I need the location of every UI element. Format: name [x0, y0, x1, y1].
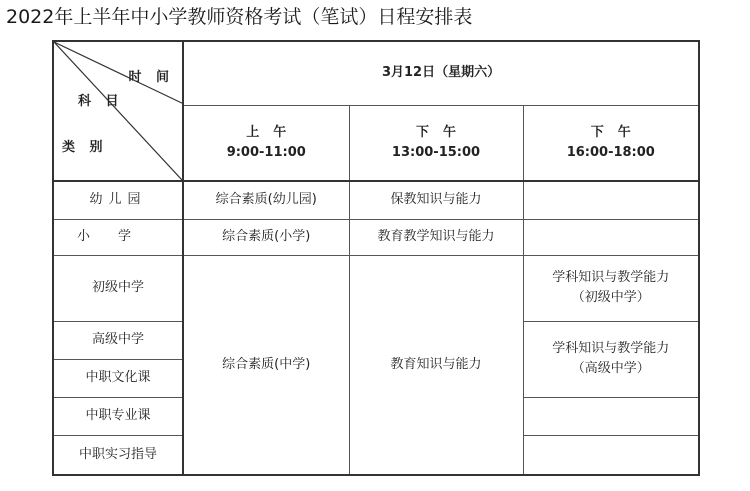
subject-line: （初级中学） — [571, 290, 650, 305]
subject-primary-afternoon-1: 教育教学知识与能力 — [349, 219, 523, 255]
diagonal-header-cell — [53, 41, 183, 181]
subject-axis-label: 科 目 — [78, 94, 124, 109]
subject-kindergarten-afternoon-2 — [523, 181, 699, 219]
period-name: 下午 — [590, 124, 645, 140]
period-header-afternoon-2 — [523, 105, 699, 181]
subject-line: （高级中学） — [571, 361, 650, 376]
exam-date-header: 3月12日（星期六） — [183, 41, 699, 105]
subject-junior-middle-afternoon-2 — [523, 255, 699, 321]
subject-primary-afternoon-2 — [523, 219, 699, 255]
subject-vocational-professional-afternoon-2 — [523, 397, 699, 435]
subject-secondary-afternoon-1: 教育知识与能力 — [349, 255, 523, 475]
category-kindergarten: 幼儿园 — [53, 181, 183, 219]
category-vocational-culture: 中职文化课 — [53, 359, 183, 397]
period-name: 下午 — [415, 124, 470, 140]
period-time: 16:00-18:00 — [566, 144, 655, 160]
category-primary: 小学 — [53, 219, 183, 255]
subject-line: 学科知识与教学能力 — [552, 270, 670, 285]
time-axis-label: 时 间 — [128, 70, 174, 85]
exam-schedule-table — [52, 40, 700, 476]
period-header-morning — [183, 105, 349, 181]
table-row — [53, 219, 699, 255]
subject-senior-middle-afternoon-2 — [523, 321, 699, 397]
period-header-afternoon-1 — [349, 105, 523, 181]
subject-kindergarten-afternoon-1: 保教知识与能力 — [349, 181, 523, 219]
category-junior-middle: 初级中学 — [53, 255, 183, 321]
table-row — [53, 255, 699, 321]
subject-kindergarten-morning: 综合素质(幼儿园) — [183, 181, 349, 219]
document-title: 2022年上半年中小学教师资格考试（笔试）日程安排表 — [6, 6, 473, 28]
subject-primary-morning: 综合素质(小学) — [183, 219, 349, 255]
period-time: 9:00-11:00 — [226, 144, 306, 160]
table-header-row-date — [53, 41, 699, 105]
period-name: 上午 — [246, 124, 301, 140]
category-vocational-professional: 中职专业课 — [53, 397, 183, 435]
table-row — [53, 181, 699, 219]
category-axis-label: 类 别 — [62, 140, 108, 155]
subject-secondary-morning: 综合素质(中学) — [183, 255, 349, 475]
diagonal-lines — [54, 42, 182, 180]
category-senior-middle: 高级中学 — [53, 321, 183, 359]
category-vocational-practice: 中职实习指导 — [53, 435, 183, 475]
period-time: 13:00-15:00 — [391, 144, 481, 160]
subject-line: 学科知识与教学能力 — [552, 341, 670, 356]
subject-vocational-practice-afternoon-2 — [523, 435, 699, 475]
